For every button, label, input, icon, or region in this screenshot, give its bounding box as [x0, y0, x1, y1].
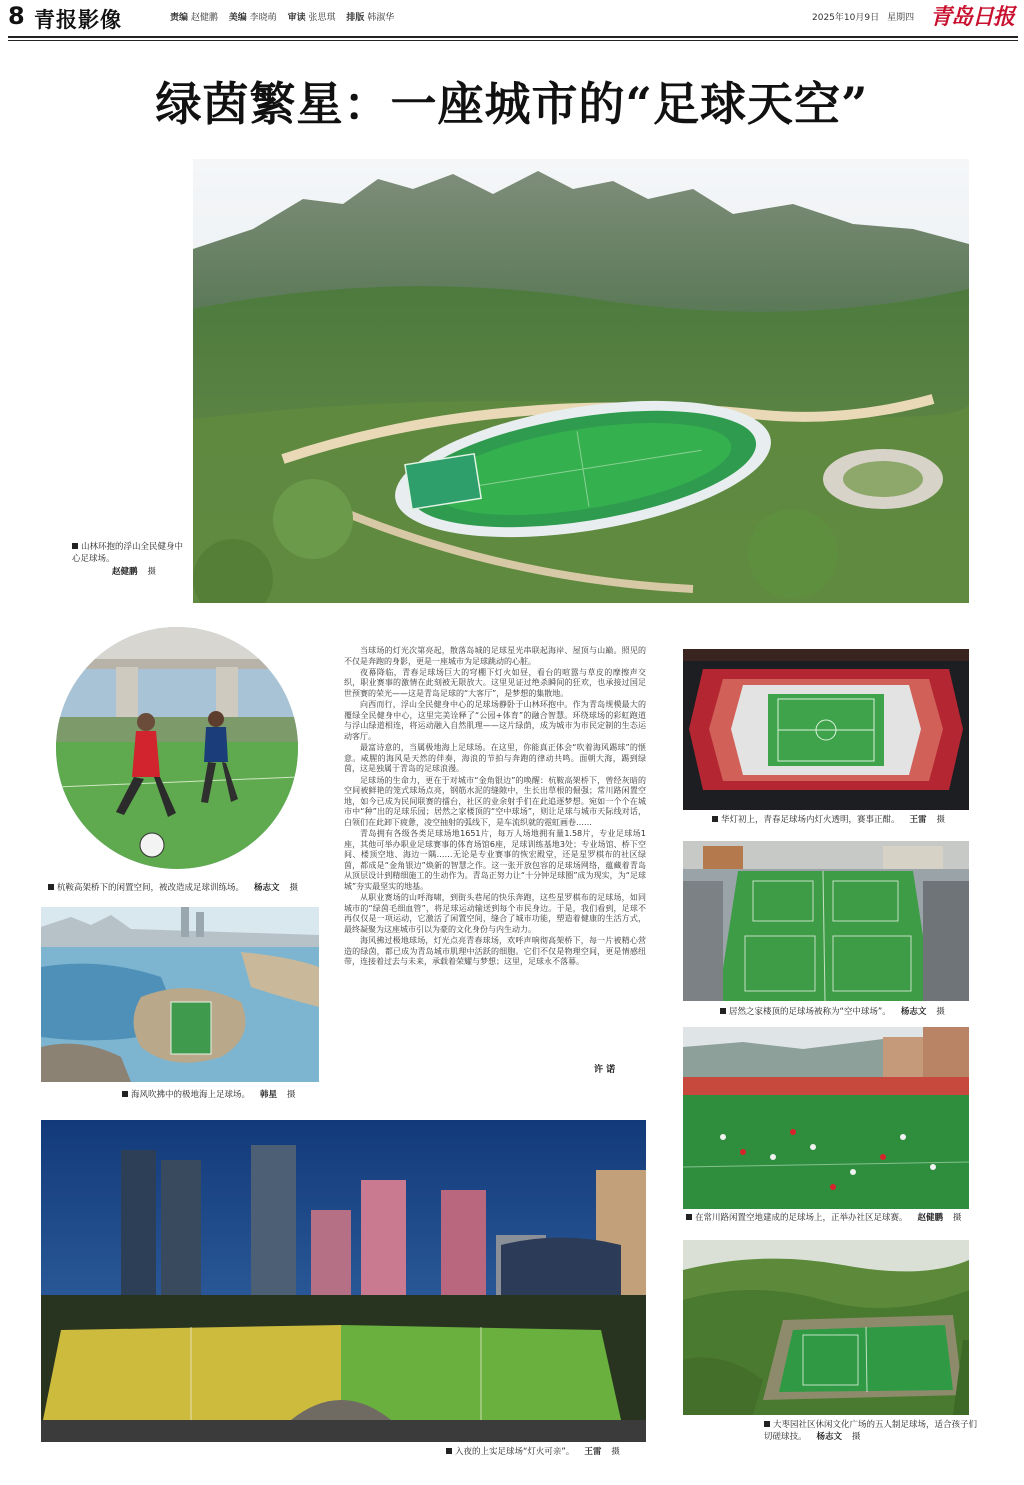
caption-verb: 摄 — [287, 1090, 296, 1100]
caption-author: 赵健鹏 — [917, 1213, 944, 1223]
editor-credits — [170, 10, 402, 23]
stadium-photo — [683, 649, 969, 810]
caption-author: 王雷 — [909, 815, 927, 825]
article-paragraph: 足球场的生命力，更在于对城市“金角银边”的唤醒：杭鞍高架桥下，曾经灰暗的空间被鲜艳的笼式球场点亮，钢筋水泥的缝隙中，生长出草根的倔强；常川路闲置空地，如今已成为民间联赛的擂台，社区的业余射手们在此追逐梦想。宛如一个个在城市中“种”出的足球乐园；居然之家楼顶的“空中球场”，则让足球与城市天际线对话，白领们在此卸下疲惫，凌空抽射的弧线下，是车流织就的霓虹画卷…… — [344, 775, 646, 827]
caption-author: 赵健鹏 — [112, 567, 138, 577]
caption-marker — [764, 1421, 770, 1427]
caption-changchuan-photo — [686, 1212, 976, 1224]
credit-name: 张思琪 — [308, 13, 336, 23]
page-header — [0, 0, 1024, 36]
page-number: 8 — [8, 2, 25, 30]
caption-text: 大枣园社区休闲文化广场的五人制足球场，适合孩子们切磋球技。 — [764, 1420, 978, 1442]
caption-text: 居然之家楼顶的足球场被称为“空中球场”。 — [729, 1007, 891, 1017]
rooftop-photo — [683, 841, 969, 1001]
caption-sea-photo — [122, 1089, 342, 1101]
bridge-photo-circle — [56, 627, 298, 869]
credit-role: 美编 — [228, 13, 247, 23]
header-rule-thin — [8, 40, 1018, 41]
header-rule — [8, 36, 1018, 38]
caption-text: 在常川路闲置空地建成的足球场上，正举办社区足球赛。 — [695, 1213, 908, 1223]
headline: 绿茵繁星：一座城市的“足球天空” — [155, 77, 869, 131]
credit-role: 审读 — [287, 13, 306, 23]
caption-marker — [446, 1448, 452, 1454]
credit-role: 责编 — [170, 13, 189, 23]
caption-mountain-photo — [764, 1419, 978, 1443]
caption-author: 王雷 — [584, 1447, 602, 1457]
caption-stadium-photo — [712, 814, 972, 826]
caption-verb: 摄 — [289, 883, 299, 893]
article-paragraph: 最富诗意的，当属极地海上足球场。在这里，你能真正体会“吹着海风踢球”的惬意。咸腥的海风是天然的伴奏，海浪的节拍与奔跑的律动共鸣。面朝大海，踢到绿茵，这是独属于青岛的足球浪漫。 — [344, 743, 646, 774]
caption-marker — [122, 1091, 128, 1097]
caption-marker — [48, 884, 54, 890]
changchuan-photo — [683, 1027, 969, 1209]
caption-author: 杨志文 — [900, 1007, 927, 1017]
caption-verb: 摄 — [936, 815, 946, 825]
caption-marker — [712, 816, 718, 822]
date-text: 2025年10月9日 — [812, 13, 880, 23]
caption-verb: 摄 — [953, 1213, 962, 1223]
caption-author: 韩星 — [260, 1090, 278, 1100]
article-body — [344, 646, 646, 969]
caption-text: 华灯初上，青春足球场内灯火透明，赛事正酣。 — [721, 815, 900, 825]
article-byline: 许 诺 — [594, 1065, 616, 1075]
article-paragraph: 从职业赛场的山呼海啸，到街头巷尾的快乐奔跑，这些星罗棋布的足球场，如同城市的“绿茵毛细血管”，将足球运动输送到每个市民身边。于是，我们看到，足球不再仅仅是一项运动，它激活了闲置空间，缝合了城市功能，塑造着健康的生活方式，最终凝聚为这座城市引以为豪的文化身份与内生动力。 — [344, 893, 646, 934]
caption-author: 杨志文 — [254, 883, 280, 893]
caption-marker — [72, 543, 78, 549]
article-paragraph: 夜幕降临，青春足球场巨大的穹棚下灯火如昼，看台的喧嚣与草皮的摩擦声交织，职业赛事的激情在此刻被无限放大。这里见证过绝杀瞬间的狂欢，也承接过国足世预赛的荣光——这是青岛足球的“大客厅”，是梦想的集散地。 — [344, 667, 646, 698]
section-name: 青报影像 — [34, 8, 122, 32]
credit-name: 赵健鹏 — [190, 13, 218, 23]
credit-name: 韩淑华 — [367, 13, 395, 23]
caption-text: 海风吹拂中的极地海上足球场。 — [131, 1090, 251, 1100]
caption-text: 入夜的上实足球场“灯火可亲”。 — [455, 1447, 575, 1457]
credit-role: 排版 — [346, 13, 365, 23]
credit-name: 李晓萌 — [249, 13, 277, 23]
night-photo — [41, 1120, 646, 1442]
caption-text: 杭鞍高架桥下的闲置空间，被改造成足球训练场。 — [57, 883, 245, 893]
caption-author: 杨志文 — [816, 1432, 843, 1442]
caption-verb: 摄 — [611, 1447, 620, 1457]
masthead-logo: 青岛日报 — [930, 4, 1015, 30]
weekday-text: 星期四 — [887, 13, 915, 23]
caption-marker — [720, 1008, 726, 1014]
sea-photo — [41, 907, 319, 1082]
mountain-five-a-side-photo — [683, 1240, 969, 1415]
caption-verb: 摄 — [852, 1432, 861, 1442]
caption-text: 山林环抱的浮山全民健身中心足球场。 — [72, 542, 184, 564]
caption-rooftop-photo — [720, 1006, 976, 1018]
caption-verb: 摄 — [936, 1007, 945, 1017]
issue-date — [812, 10, 922, 23]
article-paragraph: 当球场的灯光次第亮起，散落岛城的足球星光串联起海岸、屋顶与山巅。照见的不仅是奔跑的身影，更是一座城市为足球跳动的心脏。 — [344, 646, 646, 666]
caption-verb: 摄 — [147, 567, 157, 577]
article-paragraph: 青岛拥有各级各类足球场地1651片，每万人场地拥有量1.58片，专业足球场1座，其他可举办职业足球赛事的体育场馆6座，足球训练基地3处；专业场馆、桥下空间、楼顶空地、海边一隅……无论是专业赛事的恢宏殿堂，还是星罗棋布的社区绿茵，都成是“金角银边”焕新的智慧之作。这一张开放包容的足球场网络，蕴藏着青岛从顶层设计到精细施工的生动作为。青岛正努力让“十分钟足球圈”成为现实，为“足球城”夯实最坚实的地基。 — [344, 829, 646, 892]
caption-night-photo — [446, 1446, 646, 1458]
caption-bridge-photo — [48, 882, 340, 894]
article-paragraph: 向西而行，浮山全民健身中心的足球场静卧于山林环抱中。作为青岛规模最大的覆绿全民健身中心，这里完美诠释了“公园+体育”的融合智慧。环绕球场的彩虹跑道与浮山绿道相连，将运动融入自然肌理——这片绿荫，成为城市为市民定制的生态运动客厅。 — [344, 700, 646, 741]
caption-main-photo — [72, 541, 190, 578]
main-photo-fushan-stadium — [193, 159, 969, 603]
caption-marker — [686, 1214, 692, 1220]
article-paragraph: 海风拂过极地球场，灯光点亮青春球场，欢呼声响彻高架桥下，每一片被精心营造的绿茵，都已成为青岛城市肌理中活跃的细胞。它们不仅是物理空间，更是情感纽带，连接着过去与未来，承载着荣耀与梦想；这里，足球永不落幕。 — [344, 936, 646, 967]
